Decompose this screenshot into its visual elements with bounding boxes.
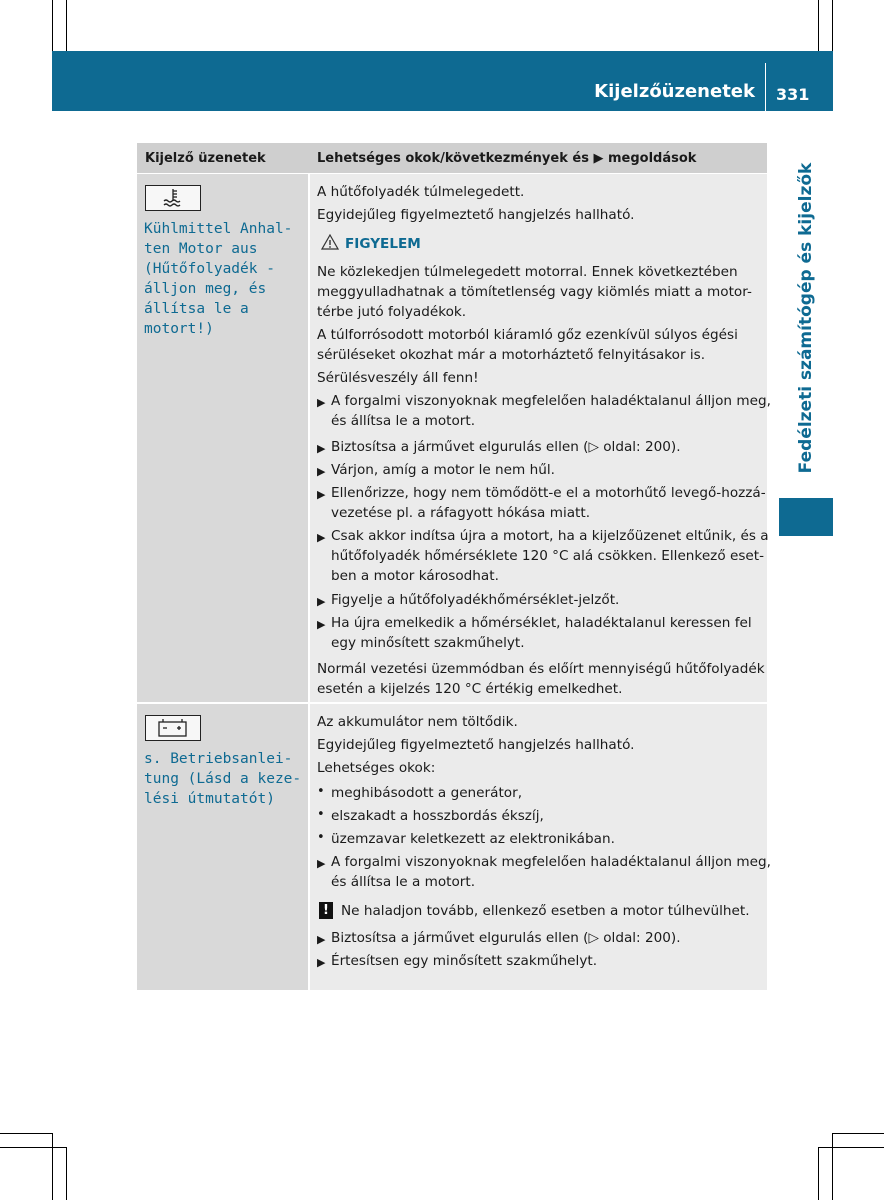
note-text: esetén a kijelzés 120 °C értékig emelkedhet. — [317, 681, 623, 697]
cause-text: Lehetséges okok: — [317, 760, 436, 776]
step-text: Biztosítsa a járművet elgurulás ellen (▷ oldal: 200). — [331, 439, 681, 455]
step-arrow-icon: ▶ — [317, 933, 326, 946]
bullet-dot: • — [317, 807, 325, 822]
caution-icon: ! — [319, 902, 333, 919]
step-text: egy minősített szakműhelyt. — [331, 635, 525, 651]
bullet-dot: • — [317, 830, 325, 845]
step-text: és állítsa le a motort. — [331, 874, 476, 890]
warning-label: FIGYELEM — [345, 236, 421, 252]
step-text: A forgalmi viszonyoknak megfelelően haladéktalanul álljon meg, — [331, 854, 771, 870]
crop-mark — [52, 1133, 53, 1200]
table-header — [137, 143, 767, 173]
step-arrow-icon: ▶ — [317, 465, 326, 478]
warning-heading — [317, 234, 421, 254]
battery-icon — [145, 715, 201, 741]
step-text: vezetése pl. a ráfagyott hókása miatt. — [331, 505, 591, 521]
cause-text: Az akkumulátor nem töltődik. — [317, 714, 518, 730]
warning-text: sérüléseket okozhat már a motorháztető felnyitásakor is. — [317, 347, 706, 363]
step-text: A forgalmi viszonyoknak megfelelően haladéktalanul álljon meg, — [331, 393, 771, 409]
cause-item: meghibásodott a generátor, — [331, 785, 523, 801]
step-arrow-icon: ▶ — [317, 396, 326, 409]
step-text: hűtőfolyadék hőmérséklete 120 °C alá csökken. Ellenkező eset- — [331, 548, 764, 564]
cause-text: Egyidejűleg figyelmeztető hangjelzés hallható. — [317, 737, 635, 753]
header-divider — [765, 63, 766, 111]
bullet-dot: • — [317, 784, 325, 799]
warning-text: A túlforrósodott motorból kiáramló gőz ezenkívül súlyos égési — [317, 327, 738, 343]
step-text: ben a motor károsodhat. — [331, 568, 499, 584]
step-text: és állítsa le a motort. — [331, 413, 476, 429]
note-text: Normál vezetési üzemmódban és előírt mennyiségű hűtőfolyadék — [317, 661, 765, 677]
message-line: motort!) — [144, 321, 214, 337]
warning-text: Ne közlekedjen túlmelegedett motorral. Ennek következtében — [317, 264, 738, 280]
crop-mark — [66, 1147, 67, 1200]
crop-mark — [832, 0, 833, 51]
cause-text: A hűtőfolyadék túlmelegedett. — [317, 184, 525, 200]
step-text: Biztosítsa a járművet elgurulás ellen (▷ oldal: 200). — [331, 930, 681, 946]
coolant-temperature-icon — [145, 185, 201, 211]
crop-mark — [0, 1133, 52, 1134]
message-line: álljon meg, és — [144, 281, 267, 297]
page-header — [52, 51, 833, 111]
page-title: Kijelzőüzenetek — [594, 81, 755, 102]
cause-item: üzemzavar keletkezett az elektronikában. — [331, 831, 615, 847]
warning-text: térbe jutó folyadékok. — [317, 304, 467, 320]
cause-item: elszakadt a hosszbordás ékszíj, — [331, 808, 544, 824]
display-message-table — [137, 143, 771, 990]
caution-text: Ne haladjon tovább, ellenkező esetben a motor túlhevülhet. — [341, 903, 750, 919]
cause-cell — [310, 174, 771, 702]
crop-mark — [818, 1147, 884, 1148]
step-arrow-icon: ▶ — [317, 488, 326, 501]
step-text: Figyelje a hűtőfolyadékhőmérséklet-jelzőt. — [331, 592, 620, 608]
step-text: Ellenőrizze, hogy nem tömődött-e el a motorhűtő levegő-hozzá- — [331, 485, 766, 501]
risk-text: Sérülésveszély áll fenn! — [317, 370, 479, 386]
crop-mark — [832, 1133, 833, 1200]
message-cell — [137, 704, 308, 990]
step-arrow-icon: ▶ — [317, 956, 326, 969]
step-arrow-icon: ▶ — [317, 595, 326, 608]
crop-mark — [818, 1147, 819, 1200]
message-line: lési útmutatót) — [144, 791, 275, 807]
warning-text: meggyulladhatnak a tömítetlenség vagy kiömlés miatt a motor- — [317, 284, 752, 300]
message-line: állítsa le a — [144, 301, 249, 317]
step-arrow-icon: ▶ — [317, 857, 326, 870]
warning-triangle-icon — [321, 234, 339, 250]
message-line: s. Betriebsanlei- — [144, 751, 293, 767]
step-text: Ha újra emelkedik a hőmérséklet, haladéktalanul keressen fel — [331, 615, 752, 631]
table-row — [137, 704, 771, 990]
crop-mark — [818, 0, 819, 51]
chapter-title: Fedélzeti számítógép és kijelzők — [796, 162, 816, 474]
crop-mark — [52, 0, 53, 51]
cause-cell — [310, 704, 771, 990]
step-arrow-icon: ▶ — [317, 531, 326, 544]
step-text: Csak akkor indítsa újra a motort, ha a kijelzőüzenet eltűnik, és a — [331, 528, 769, 544]
step-text: Értesítsen egy minősített szakműhelyt. — [331, 953, 598, 969]
message-line: Kühlmittel Anhal- — [144, 221, 293, 237]
step-text: Várjon, amíg a motor le nem hűl. — [331, 462, 555, 478]
chapter-marker — [779, 498, 833, 536]
table-row — [137, 174, 771, 702]
message-line: (Hűtőfolyadék - — [144, 261, 275, 277]
crop-mark — [66, 0, 67, 51]
message-line: tung (Lásd a keze- — [144, 771, 302, 787]
step-arrow-icon: ▶ — [317, 442, 326, 455]
chapter-side-tab — [779, 148, 833, 488]
column-header-causes: Lehetséges okok/következmények és ▶ megoldások — [317, 151, 697, 166]
message-line: ten Motor aus — [144, 241, 258, 257]
crop-mark — [0, 1147, 66, 1148]
cause-text: Egyidejűleg figyelmeztető hangjelzés hallható. — [317, 207, 635, 223]
column-header-messages: Kijelző üzenetek — [145, 151, 266, 166]
page-number: 331 — [776, 85, 810, 104]
step-arrow-icon: ▶ — [317, 618, 326, 631]
crop-mark — [832, 1133, 884, 1134]
message-cell — [137, 174, 308, 702]
